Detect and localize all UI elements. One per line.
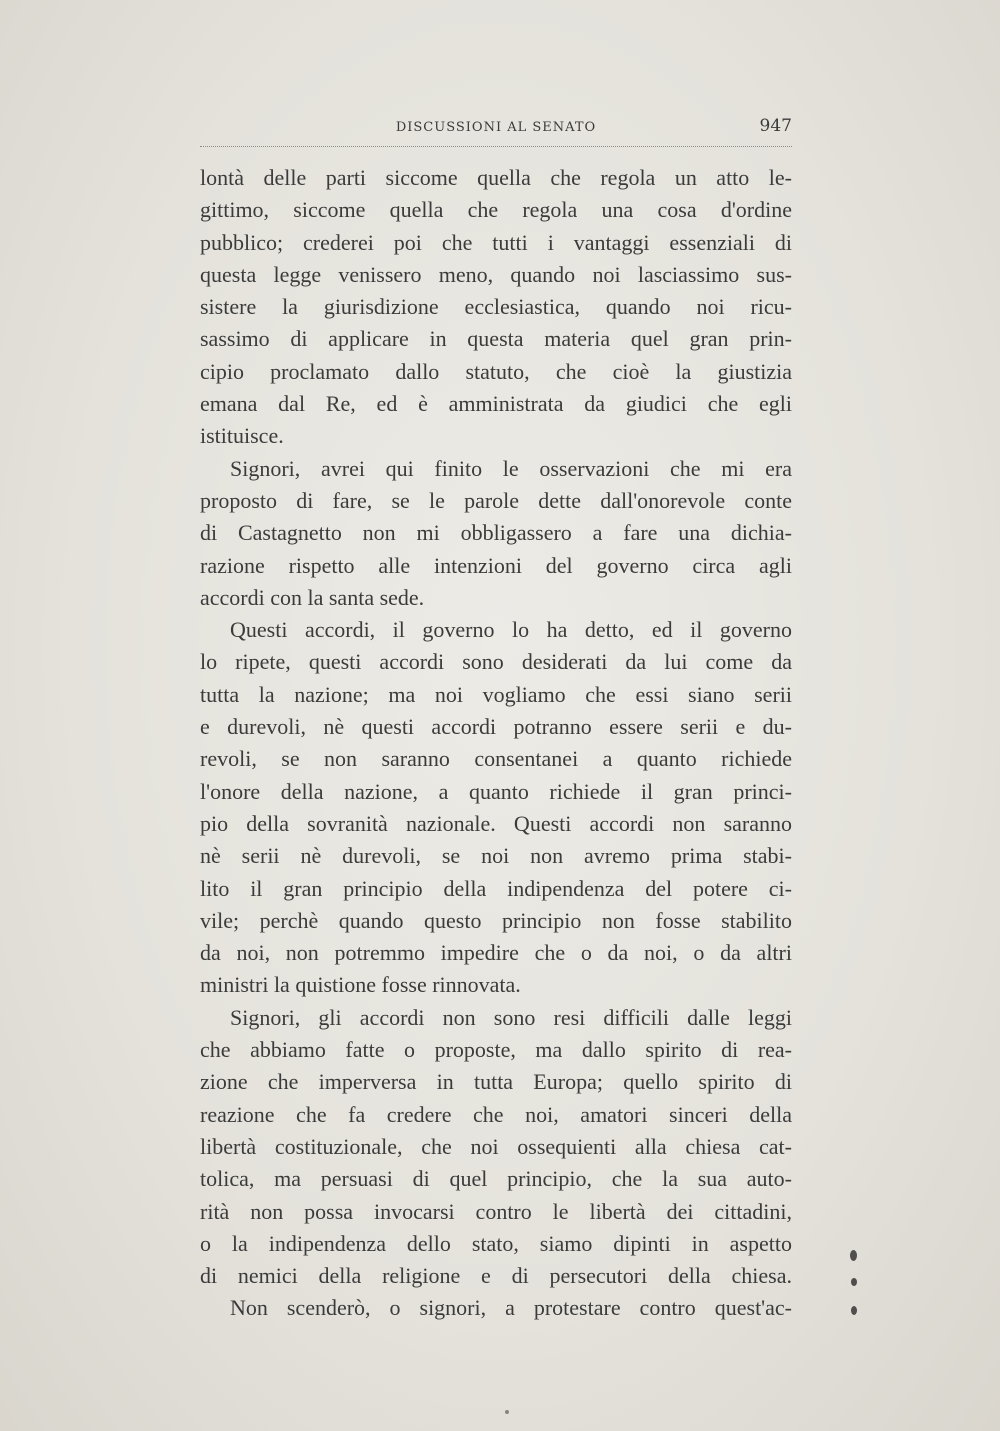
text-line: tolica, ma persuasi di quel principio, che la sua auto- xyxy=(200,1166,792,1192)
text-line: lo ripete, questi accordi sono desiderati da lui come da xyxy=(200,649,792,675)
text-line: di Castagnetto non mi obbligassero a fare una dichia- xyxy=(200,520,792,546)
text-line: tutta la nazione; ma noi vogliamo che essi siano serii xyxy=(200,681,792,707)
text-line: lontà delle parti siccome quella che regola un atto le- xyxy=(200,165,792,190)
ink-spot xyxy=(851,1278,857,1286)
text-line: revoli, se non saranno consentanei a quanto richiede xyxy=(200,746,792,772)
text-line: cipio proclamato dallo statuto, che cioè la giustizia xyxy=(200,358,792,384)
page-number: 947 xyxy=(759,116,792,136)
text-line: sassimo di applicare in questa materia quel gran prin- xyxy=(200,326,792,352)
text-line: nè serii nè durevoli, se noi non avremo prima stabi- xyxy=(200,843,792,869)
paragraph-start-line: Non scenderò, o signori, a protestare contro quest'ac- xyxy=(230,1295,792,1321)
running-title: DISCUSSIONI AL SENATO xyxy=(395,120,597,135)
ink-spot xyxy=(850,1250,857,1261)
text-line: ministri la quistione fosse rinnovata. xyxy=(200,972,521,998)
text-line: razione rispetto alle intenzioni del governo circa agli xyxy=(200,552,792,578)
text-line: l'onore della nazione, a quanto richiede il gran princi- xyxy=(200,778,792,804)
text-line: che abbiamo fatte o proposte, ma dallo spirito di rea- xyxy=(200,1037,792,1063)
text-line: libertà costituzionale, che noi ossequienti alla chiesa cat- xyxy=(200,1133,792,1159)
text-line: rità non possa invocarsi contro le libertà dei cittadini, xyxy=(200,1198,792,1224)
text-line: di nemici della religione e di persecutori della chiesa. xyxy=(200,1263,792,1289)
text-line: gittimo, siccome quella che regola una cosa d'ordine xyxy=(200,197,792,223)
paragraph-start-line: Signori, avrei qui finito le osservazioni che mi era xyxy=(230,455,792,481)
text-line: o la indipendenza dello stato, siamo dipinti in aspetto xyxy=(200,1230,792,1256)
text-line: istituisce. xyxy=(200,423,284,449)
text-line: lito il gran principio della indipendenza del potere ci- xyxy=(200,875,792,901)
text-line: reazione che fa credere che noi, amatori sinceri della xyxy=(200,1101,792,1127)
text-line: vile; perchè quando questo principio non fosse stabilito xyxy=(200,907,792,933)
text-line: questa legge venissero meno, quando noi lasciassimo sus- xyxy=(200,261,792,287)
text-line: emana dal Re, ed è amministrata da giudici che egli xyxy=(200,391,792,417)
text-line: e durevoli, nè questi accordi potranno essere serii e du- xyxy=(200,714,792,740)
running-head xyxy=(200,116,792,146)
text-line: da noi, non potremmo impedire che o da noi, o da altri xyxy=(200,940,792,966)
text-line: pio della sovranità nazionale. Questi accordi non saranno xyxy=(200,810,792,836)
paragraph-start-line: Questi accordi, il governo lo ha detto, ed il governo xyxy=(230,617,792,643)
text-line: accordi con la santa sede. xyxy=(200,584,425,610)
ink-spot xyxy=(505,1410,509,1414)
text-line: zione che imperversa in tutta Europa; quello spirito di xyxy=(200,1069,792,1095)
body-text xyxy=(200,162,792,1325)
ink-spot xyxy=(851,1306,857,1315)
text-line: proposto di fare, se le parole dette dall'onorevole conte xyxy=(200,487,792,513)
paragraph-start-line: Signori, gli accordi non sono resi difficili dalle leggi xyxy=(230,1004,792,1030)
text-line: sistere la giurisdizione ecclesiastica, quando noi ricu- xyxy=(200,294,792,320)
header-rule xyxy=(200,146,792,147)
text-line: pubblico; crederei poi che tutti i vantaggi essenziali di xyxy=(200,229,792,255)
